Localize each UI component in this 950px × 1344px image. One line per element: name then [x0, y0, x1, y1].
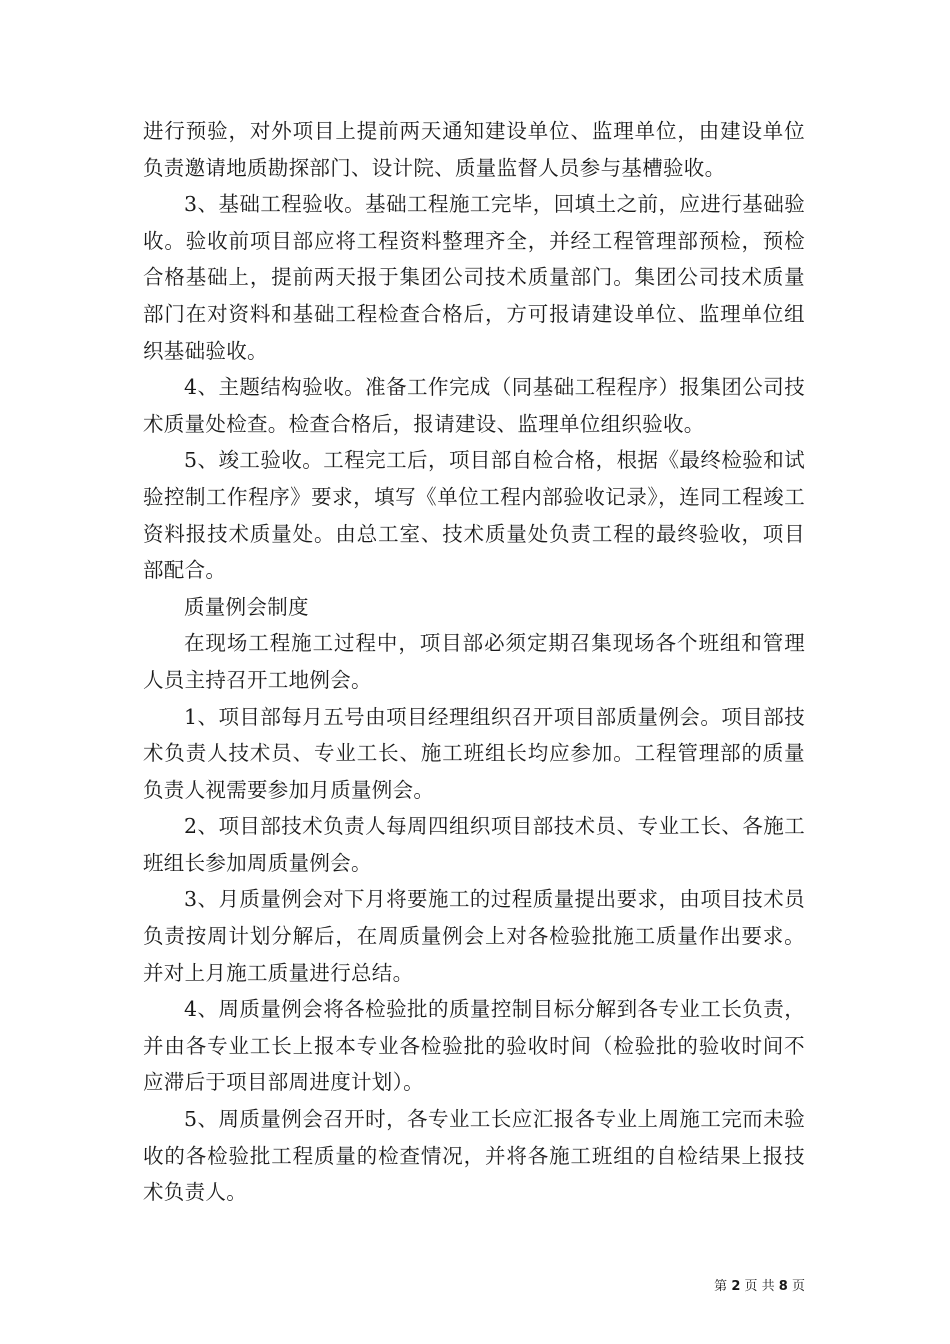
- paragraph-weekly-meeting: 2、项目部技术负责人每周四组织项目部技术员、专业工长、各施工班组长参加周质量例会。: [143, 814, 805, 875]
- footer-suffix: 页: [791, 1279, 805, 1294]
- document-body: [143, 113, 805, 1211]
- paragraph-main-structure-acceptance: 4、主题结构验收。准备工作完成（同基础工程程序）报集团公司技术质量处检查。检查合格后，报请建设、监理单位组织验收。: [143, 375, 805, 436]
- section-heading-quality-meeting: 质量例会制度: [184, 594, 309, 619]
- footer-prefix: 第: [714, 1279, 728, 1294]
- footer-middle: 页 共: [744, 1279, 775, 1294]
- paragraph-continuation: 进行预验，对外项目上提前两天通知建设单位、监理单位，由建设单位负责邀请地质勘探部门、设计院、质量监督人员参与基槽验收。: [143, 119, 805, 180]
- paragraph-weekly-targets: 4、周质量例会将各检验批的质量控制目标分解到各专业工长负责，并由各专业工长上报本专业各检验批的验收时间（检验批的验收时间不应滞后于项目部周进度计划）。: [143, 997, 805, 1095]
- footer-current-page: 2: [731, 1279, 741, 1294]
- paragraph-monthly-requirements: 3、月质量例会对下月将要施工的过程质量提出要求，由项目技术员负责按周计划分解后，在周质量例会上对各检验批施工质量作出要求。并对上月施工质量进行总结。: [143, 887, 805, 985]
- paragraph-completion-acceptance: 5、竣工验收。工程完工后，项目部自检合格，根据《最终检验和试验控制工作程序》要求，填写《单位工程内部验收记录》，连同工程竣工资料报技术质量处。由总工室、技术质量处负责工程的最终验收，项目部配合。: [143, 448, 805, 583]
- paragraph-weekly-reporting: 5、周质量例会召开时，各专业工长应汇报各专业上周施工完而未验收的各检验批工程质量的检查情况，并将各施工班组的自检结果上报技术负责人。: [143, 1107, 805, 1205]
- paragraph-monthly-meeting: 1、项目部每月五号由项目经理组织召开项目部质量例会。项目部技术负责人技术员、专业工长、施工班组长均应参加。工程管理部的质量负责人视需要参加月质量例会。: [143, 704, 805, 802]
- footer-total-pages: 8: [778, 1279, 788, 1294]
- paragraph-foundation-acceptance: 3、基础工程验收。基础工程施工完毕，回填土之前，应进行基础验收。验收前项目部应将工程资料整理齐全，并经工程管理部预检，预检合格基础上，提前两天报于集团公司技术质量部门。集团公司技术质量部门在对资料和基础工程检查合格后，方可报请建设单位、监理单位组织基础验收。: [143, 192, 805, 363]
- page-footer: [714, 1275, 805, 1294]
- paragraph-site-meeting-intro: 在现场工程施工过程中，项目部必须定期召集现场各个班组和管理人员主持召开工地例会。: [143, 631, 805, 692]
